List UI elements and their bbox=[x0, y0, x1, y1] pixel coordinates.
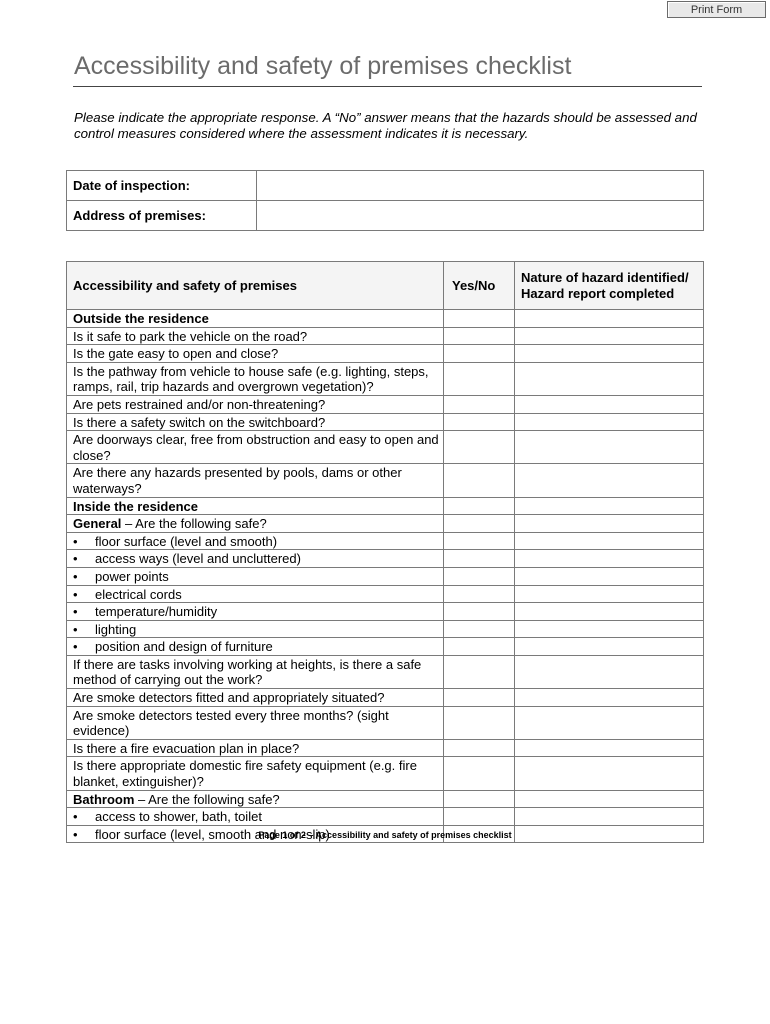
hazard-note-field[interactable] bbox=[515, 585, 704, 603]
checklist-question: Is there a fire evacuation plan in place? bbox=[67, 739, 444, 757]
hazard-note-field[interactable] bbox=[515, 362, 704, 395]
bullet-icon: • bbox=[73, 604, 78, 620]
checklist-row bbox=[67, 739, 704, 757]
yes-no-field[interactable] bbox=[444, 345, 515, 363]
checklist-row bbox=[67, 638, 704, 656]
hazard-note-field[interactable] bbox=[515, 464, 704, 497]
yes-no-field[interactable] bbox=[444, 532, 515, 550]
checklist-question: Is there a safety switch on the switchboard? bbox=[67, 413, 444, 431]
checklist-row bbox=[67, 327, 704, 345]
checklist-bullet-item bbox=[67, 550, 444, 568]
checklist-question: Are there any hazards presented by pools, dams or other waterways? bbox=[67, 464, 444, 497]
yes-no-field[interactable] bbox=[444, 585, 515, 603]
checklist-header-row bbox=[67, 262, 704, 310]
checklist-row bbox=[67, 550, 704, 568]
address-label: Address of premises: bbox=[67, 201, 257, 231]
checklist-bullet-item bbox=[67, 808, 444, 826]
print-form-button[interactable]: Print Form bbox=[667, 1, 766, 18]
checklist-row bbox=[67, 515, 704, 533]
yes-no-field[interactable] bbox=[444, 620, 515, 638]
title-divider bbox=[73, 86, 702, 87]
checklist-question: Is there appropriate domestic fire safety equipment (e.g. fire blanket, extinguisher)? bbox=[67, 757, 444, 790]
checklist-row bbox=[67, 532, 704, 550]
yes-no-field[interactable] bbox=[444, 431, 515, 464]
checklist-question: Are doorways clear, free from obstruction and easy to open and close? bbox=[67, 431, 444, 464]
checklist-row bbox=[67, 345, 704, 363]
item-text: power points bbox=[95, 568, 169, 584]
bullet-icon: • bbox=[73, 586, 78, 602]
section-heading: Inside the residence bbox=[67, 497, 444, 515]
checklist-subheading bbox=[67, 790, 444, 808]
hazard-note-field[interactable] bbox=[515, 327, 704, 345]
checklist-row bbox=[67, 585, 704, 603]
header-nature-of-hazard: Nature of hazard identified/ Hazard report completed bbox=[515, 262, 704, 310]
yes-no-field[interactable] bbox=[444, 603, 515, 621]
checklist-body bbox=[67, 310, 704, 843]
checklist-row bbox=[67, 413, 704, 431]
checklist-row bbox=[67, 620, 704, 638]
section-heading: Outside the residence bbox=[67, 310, 444, 328]
checklist-row bbox=[67, 431, 704, 464]
yes-no-field[interactable] bbox=[444, 395, 515, 413]
hazard-note-field[interactable] bbox=[515, 689, 704, 707]
item-text: lighting bbox=[95, 621, 137, 637]
checklist-row bbox=[67, 464, 704, 497]
item-text: temperature/humidity bbox=[95, 604, 218, 620]
hazard-note-field[interactable] bbox=[515, 638, 704, 656]
yes-no-field[interactable] bbox=[444, 739, 515, 757]
yes-no-field[interactable] bbox=[444, 638, 515, 656]
item-text: floor surface (level and smooth) bbox=[95, 533, 278, 549]
yes-no-field[interactable] bbox=[444, 757, 515, 790]
checklist-row bbox=[67, 689, 704, 707]
checklist-row bbox=[67, 497, 704, 515]
hazard-note-field[interactable] bbox=[515, 790, 704, 808]
hazard-note-field[interactable] bbox=[515, 413, 704, 431]
info-row-date bbox=[67, 171, 704, 201]
yes-no-field[interactable] bbox=[444, 515, 515, 533]
bullet-icon: • bbox=[73, 639, 78, 655]
yes-no-field[interactable] bbox=[444, 706, 515, 739]
checklist-question: Is it safe to park the vehicle on the road? bbox=[67, 327, 444, 345]
yes-no-field[interactable] bbox=[444, 362, 515, 395]
inspection-info-table bbox=[66, 170, 704, 231]
bullet-icon: • bbox=[73, 568, 78, 584]
hazard-note-field[interactable] bbox=[515, 620, 704, 638]
hazard-note-field[interactable] bbox=[515, 515, 704, 533]
hazard-note-field[interactable] bbox=[515, 395, 704, 413]
hazard-note-field[interactable] bbox=[515, 739, 704, 757]
subheading-label: Bathroom bbox=[73, 791, 135, 807]
hazard-note-field[interactable] bbox=[515, 757, 704, 790]
item-text: access to shower, bath, toilet bbox=[95, 809, 262, 825]
bullet-icon: • bbox=[73, 826, 78, 842]
item-text: floor surface (level, smooth and non-slip) bbox=[95, 826, 330, 842]
date-label: Date of inspection: bbox=[67, 171, 257, 201]
subheading-text: – Are the following safe? bbox=[121, 516, 267, 532]
item-text: position and design of furniture bbox=[95, 639, 273, 655]
checklist-row bbox=[67, 757, 704, 790]
checklist-row bbox=[67, 603, 704, 621]
page-footer: Page 1 of 2 – Accessibility and safety of premises checklist bbox=[258, 830, 512, 840]
hazard-note-field[interactable] bbox=[515, 567, 704, 585]
yes-no-field[interactable] bbox=[444, 310, 515, 328]
checklist-bullet-item bbox=[67, 585, 444, 603]
subheading-label: General bbox=[73, 516, 122, 532]
checklist-question: Are smoke detectors tested every three months? (sight evidence) bbox=[67, 706, 444, 739]
checklist-subheading bbox=[67, 515, 444, 533]
header-premises: Accessibility and safety of premises bbox=[67, 262, 444, 310]
bullet-icon: • bbox=[73, 809, 78, 825]
yes-no-field[interactable] bbox=[444, 413, 515, 431]
bullet-icon: • bbox=[73, 533, 78, 549]
checklist-row bbox=[67, 362, 704, 395]
instructions: Please indicate the appropriate response. A “No” answer means that the hazards should be assessed and control measures considered where the assessment indicates it is necessary. bbox=[74, 110, 697, 141]
checklist-bullet-item bbox=[67, 620, 444, 638]
checklist-question: If there are tasks involving working at heights, is there a safe method of carrying out the work? bbox=[67, 655, 444, 688]
yes-no-field[interactable] bbox=[444, 655, 515, 688]
hazard-note-field[interactable] bbox=[515, 310, 704, 328]
checklist-row bbox=[67, 790, 704, 808]
yes-no-field[interactable] bbox=[444, 790, 515, 808]
subheading-text: – Are the following safe? bbox=[134, 791, 280, 807]
checklist-bullet-item bbox=[67, 638, 444, 656]
address-of-premises-field[interactable] bbox=[257, 201, 704, 231]
hazard-note-field[interactable] bbox=[515, 603, 704, 621]
item-text: access ways (level and uncluttered) bbox=[95, 551, 301, 567]
checklist-row bbox=[67, 808, 704, 826]
yes-no-field[interactable] bbox=[444, 464, 515, 497]
info-row-address bbox=[67, 201, 704, 231]
bullet-icon: • bbox=[73, 621, 78, 637]
hazard-note-field[interactable] bbox=[515, 532, 704, 550]
checklist-row bbox=[67, 395, 704, 413]
hazard-note-field[interactable] bbox=[515, 497, 704, 515]
checklist-bullet-item bbox=[67, 532, 444, 550]
hazard-note-field[interactable] bbox=[515, 345, 704, 363]
checklist-question: Is the gate easy to open and close? bbox=[67, 345, 444, 363]
checklist-row bbox=[67, 567, 704, 585]
item-text: electrical cords bbox=[95, 586, 182, 602]
hazard-note-field[interactable] bbox=[515, 655, 704, 688]
hazard-note-field[interactable] bbox=[515, 706, 704, 739]
checklist-bullet-item bbox=[67, 567, 444, 585]
yes-no-field[interactable] bbox=[444, 497, 515, 515]
hazard-note-field[interactable] bbox=[515, 550, 704, 568]
hazard-note-field[interactable] bbox=[515, 808, 704, 826]
checklist-row bbox=[67, 706, 704, 739]
checklist-row bbox=[67, 655, 704, 688]
checklist-question: Are pets restrained and/or non-threatening? bbox=[67, 395, 444, 413]
hazard-note-field[interactable] bbox=[515, 431, 704, 464]
checklist-bullet-item bbox=[67, 603, 444, 621]
bullet-icon: • bbox=[73, 551, 78, 567]
page-title: Accessibility and safety of premises checklist bbox=[74, 52, 572, 80]
checklist-table bbox=[66, 261, 704, 843]
checklist-question: Is the pathway from vehicle to house safe (e.g. lighting, steps, ramps, rail, trip hazards and overgrown vegetation)? bbox=[67, 362, 444, 395]
yes-no-field[interactable] bbox=[444, 689, 515, 707]
date-of-inspection-field[interactable] bbox=[257, 171, 704, 201]
checklist-row bbox=[67, 310, 704, 328]
checklist-question: Are smoke detectors fitted and appropriately situated? bbox=[67, 689, 444, 707]
yes-no-field[interactable] bbox=[444, 808, 515, 826]
yes-no-field[interactable] bbox=[444, 327, 515, 345]
yes-no-field[interactable] bbox=[444, 550, 515, 568]
header-yes-no: Yes/No bbox=[444, 262, 515, 310]
yes-no-field[interactable] bbox=[444, 567, 515, 585]
